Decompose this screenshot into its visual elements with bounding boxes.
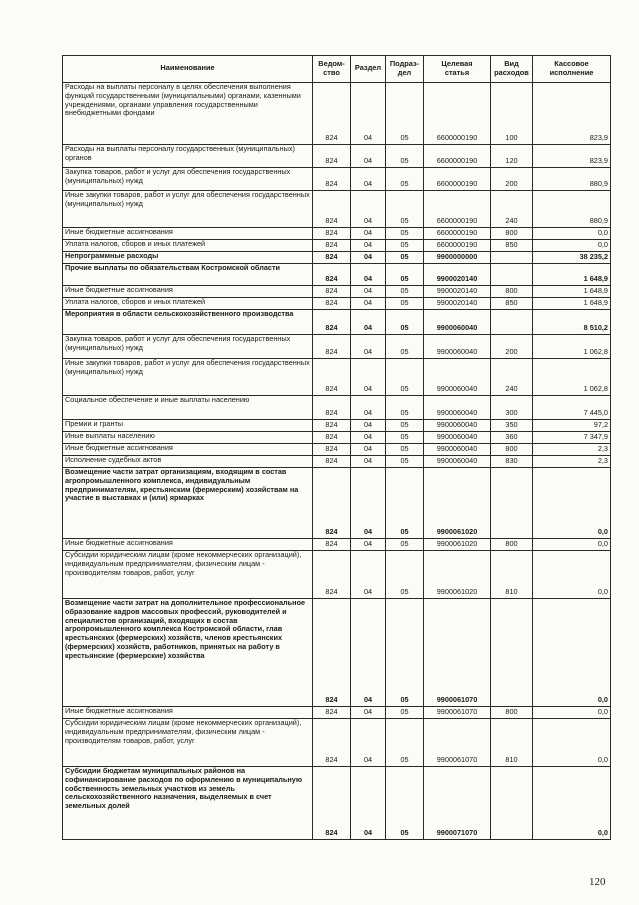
row-department: 824 <box>313 191 351 228</box>
row-target-article: 9900020140 <box>424 264 491 286</box>
row-name: Возмещение части затрат на дополнительное профессиональное образование кадров массовых профессий, руководителей и специалистов организаций, входящих в состав агропромышленного комплекса Костромской области, глав крестьянских (фермерских) хозяйств, членов крестьянских (фермерских) хозяйств, работников, принятых на работу в крестьянские (фермерские) хозяйства <box>63 599 313 707</box>
row-subsection: 05 <box>386 707 424 719</box>
row-subsection: 05 <box>386 767 424 840</box>
header-section: Раздел <box>351 56 386 83</box>
row-target-article: 9900061070 <box>424 707 491 719</box>
row-subsection: 05 <box>386 286 424 298</box>
row-section: 04 <box>351 191 386 228</box>
row-department: 824 <box>313 298 351 310</box>
row-department: 824 <box>313 456 351 468</box>
row-department: 824 <box>313 767 351 840</box>
row-section: 04 <box>351 83 386 145</box>
table-row <box>63 145 611 168</box>
row-name: Социальное обеспечение и иные выплаты населению <box>63 396 313 420</box>
row-subsection: 05 <box>386 240 424 252</box>
row-department: 824 <box>313 551 351 599</box>
row-target-article: 9900000000 <box>424 252 491 264</box>
row-target-article: 9900061020 <box>424 539 491 551</box>
row-subsection: 05 <box>386 420 424 432</box>
row-subsection: 05 <box>386 444 424 456</box>
row-department: 824 <box>313 444 351 456</box>
row-amount: 1 062,8 <box>533 335 611 359</box>
row-department: 824 <box>313 396 351 420</box>
row-name: Иные закупки товаров, работ и услуг для обеспечения государственных (муниципальных) нужд <box>63 191 313 228</box>
row-department: 824 <box>313 468 351 539</box>
table-row <box>63 444 611 456</box>
row-subsection: 05 <box>386 252 424 264</box>
row-subsection: 05 <box>386 539 424 551</box>
row-name: Закупка товаров, работ и услуг для обеспечения государственных (муниципальных) нужд <box>63 335 313 359</box>
row-expense-type: 240 <box>491 359 533 396</box>
row-amount: 0,0 <box>533 228 611 240</box>
row-section: 04 <box>351 767 386 840</box>
row-name: Иные бюджетные ассигнования <box>63 707 313 719</box>
row-department: 824 <box>313 286 351 298</box>
row-name: Субсидии юридическим лицам (кроме некоммерческих организаций), индивидуальным предпринимателям, физическим лицам - производителям товаров, работ, услуг <box>63 719 313 767</box>
table-row <box>63 264 611 286</box>
table-row <box>63 707 611 719</box>
row-subsection: 05 <box>386 264 424 286</box>
row-department: 824 <box>313 432 351 444</box>
row-name: Расходы на выплаты персоналу в целях обеспечения выполнения функций государственными (муниципальными) органами, казенными учреждениями, органами управления государственными внебюджетными фондами <box>63 83 313 145</box>
table-row <box>63 252 611 264</box>
row-department: 824 <box>313 168 351 191</box>
row-subsection: 05 <box>386 191 424 228</box>
header-target-article: Целевая статья <box>424 56 491 83</box>
row-expense-type: 360 <box>491 432 533 444</box>
row-target-article: 9900060040 <box>424 420 491 432</box>
table-row <box>63 359 611 396</box>
row-name: Субсидии юридическим лицам (кроме некоммерческих организаций), индивидуальным предпринимателям, физическим лицам - производителям товаров, работ, услуг <box>63 551 313 599</box>
row-section: 04 <box>351 286 386 298</box>
table-row <box>63 240 611 252</box>
row-expense-type <box>491 767 533 840</box>
row-section: 04 <box>351 145 386 168</box>
row-expense-type: 100 <box>491 83 533 145</box>
row-department: 824 <box>313 539 351 551</box>
table-row <box>63 298 611 310</box>
row-target-article: 9900061070 <box>424 599 491 707</box>
table-row <box>63 468 611 539</box>
row-target-article: 9900060040 <box>424 310 491 335</box>
row-name: Иные бюджетные ассигнования <box>63 444 313 456</box>
row-department: 824 <box>313 264 351 286</box>
row-target-article: 9900060040 <box>424 432 491 444</box>
row-target-article: 9900060040 <box>424 335 491 359</box>
row-department: 824 <box>313 240 351 252</box>
table-row <box>63 539 611 551</box>
row-section: 04 <box>351 359 386 396</box>
row-subsection: 05 <box>386 599 424 707</box>
row-amount: 97,2 <box>533 420 611 432</box>
row-expense-type: 800 <box>491 228 533 240</box>
row-amount: 0,0 <box>533 468 611 539</box>
row-expense-type: 810 <box>491 719 533 767</box>
row-amount: 2,3 <box>533 456 611 468</box>
table-row <box>63 168 611 191</box>
row-target-article: 9900060040 <box>424 396 491 420</box>
row-expense-type: 200 <box>491 335 533 359</box>
row-amount: 0,0 <box>533 551 611 599</box>
row-section: 04 <box>351 539 386 551</box>
row-name: Иные бюджетные ассигнования <box>63 539 313 551</box>
budget-table <box>62 55 611 840</box>
row-target-article: 6600000190 <box>424 168 491 191</box>
row-expense-type: 830 <box>491 456 533 468</box>
row-amount: 7 445,0 <box>533 396 611 420</box>
row-amount: 0,0 <box>533 599 611 707</box>
row-target-article: 9900061020 <box>424 551 491 599</box>
row-section: 04 <box>351 719 386 767</box>
row-section: 04 <box>351 456 386 468</box>
row-name: Иные бюджетные ассигнования <box>63 286 313 298</box>
row-expense-type: 240 <box>491 191 533 228</box>
row-department: 824 <box>313 420 351 432</box>
row-section: 04 <box>351 335 386 359</box>
table-row <box>63 719 611 767</box>
row-name: Закупка товаров, работ и услуг для обеспечения государственных (муниципальных) нужд <box>63 168 313 191</box>
row-expense-type: 350 <box>491 420 533 432</box>
row-amount: 7 347,9 <box>533 432 611 444</box>
row-amount: 880,9 <box>533 168 611 191</box>
row-section: 04 <box>351 310 386 335</box>
row-amount: 8 510,2 <box>533 310 611 335</box>
table-row <box>63 83 611 145</box>
row-subsection: 05 <box>386 396 424 420</box>
row-target-article: 9900071070 <box>424 767 491 840</box>
row-expense-type: 800 <box>491 539 533 551</box>
row-name: Расходы на выплаты персоналу государственных (муниципальных) органов <box>63 145 313 168</box>
row-amount: 823,9 <box>533 83 611 145</box>
row-target-article: 9900060040 <box>424 444 491 456</box>
row-amount: 880,9 <box>533 191 611 228</box>
table-row <box>63 396 611 420</box>
row-amount: 0,0 <box>533 719 611 767</box>
row-subsection: 05 <box>386 468 424 539</box>
row-amount: 38 235,2 <box>533 252 611 264</box>
row-subsection: 05 <box>386 145 424 168</box>
row-expense-type: 800 <box>491 707 533 719</box>
header-cash-execution: Кассовое исполнение <box>533 56 611 83</box>
row-amount: 0,0 <box>533 539 611 551</box>
row-name: Субсидии бюджетам муниципальных районов на софинансирование расходов по оформлению в муниципальную собственность земельных участков из земель сельскохозяйственного назначения, выделяемых в счет земельных долей <box>63 767 313 840</box>
row-expense-type: 120 <box>491 145 533 168</box>
row-department: 824 <box>313 310 351 335</box>
row-expense-type: 200 <box>491 168 533 191</box>
row-name: Уплата налогов, сборов и иных платежей <box>63 240 313 252</box>
row-name: Непрограммные расходы <box>63 252 313 264</box>
row-name: Иные бюджетные ассигнования <box>63 228 313 240</box>
row-name: Премии и гранты <box>63 420 313 432</box>
row-section: 04 <box>351 228 386 240</box>
row-name: Иные закупки товаров, работ и услуг для обеспечения государственных (муниципальных) нужд <box>63 359 313 396</box>
row-target-article: 6600000190 <box>424 240 491 252</box>
table-row <box>63 228 611 240</box>
row-target-article: 6600000190 <box>424 228 491 240</box>
row-subsection: 05 <box>386 335 424 359</box>
table-row <box>63 767 611 840</box>
row-subsection: 05 <box>386 359 424 396</box>
row-subsection: 05 <box>386 432 424 444</box>
row-department: 824 <box>313 359 351 396</box>
table-row <box>63 310 611 335</box>
row-section: 04 <box>351 396 386 420</box>
table-body <box>63 83 611 840</box>
row-department: 824 <box>313 145 351 168</box>
row-amount: 0,0 <box>533 240 611 252</box>
row-target-article: 9900060040 <box>424 359 491 396</box>
row-section: 04 <box>351 420 386 432</box>
row-department: 824 <box>313 719 351 767</box>
row-section: 04 <box>351 264 386 286</box>
row-amount: 823,9 <box>533 145 611 168</box>
table-row <box>63 599 611 707</box>
row-expense-type: 800 <box>491 286 533 298</box>
header-department: Ведом- ство <box>313 56 351 83</box>
row-expense-type <box>491 252 533 264</box>
row-department: 824 <box>313 252 351 264</box>
row-name: Мероприятия в области сельскохозяйственного производства <box>63 310 313 335</box>
table-row <box>63 335 611 359</box>
table-row <box>63 191 611 228</box>
header-name: Наименование <box>63 56 313 83</box>
row-amount: 0,0 <box>533 767 611 840</box>
row-department: 824 <box>313 228 351 240</box>
row-expense-type: 300 <box>491 396 533 420</box>
row-expense-type: 850 <box>491 240 533 252</box>
row-subsection: 05 <box>386 719 424 767</box>
row-department: 824 <box>313 83 351 145</box>
header-subsection: Подраз- дел <box>386 56 424 83</box>
row-name: Уплата налогов, сборов и иных платежей <box>63 298 313 310</box>
row-section: 04 <box>351 298 386 310</box>
row-target-article: 9900061020 <box>424 468 491 539</box>
table-row <box>63 456 611 468</box>
row-amount: 1 648,9 <box>533 286 611 298</box>
page-number: 120 <box>589 876 606 888</box>
table-row <box>63 432 611 444</box>
row-amount: 1 648,9 <box>533 298 611 310</box>
row-section: 04 <box>351 168 386 191</box>
row-section: 04 <box>351 468 386 539</box>
row-amount: 1 062,8 <box>533 359 611 396</box>
row-target-article: 6600000190 <box>424 145 491 168</box>
row-name: Исполнение судебных актов <box>63 456 313 468</box>
header-expense-type: Вид расходов <box>491 56 533 83</box>
row-name: Возмещение части затрат организациям, входящим в состав агропромышленного комплекса, индивидуальным предпринимателям, крестьянским (фермерским) хозяйствам на участие в выставках и (или) ярмарках <box>63 468 313 539</box>
row-subsection: 05 <box>386 456 424 468</box>
row-section: 04 <box>351 432 386 444</box>
table-header-row <box>63 56 611 83</box>
row-expense-type: 850 <box>491 298 533 310</box>
row-section: 04 <box>351 444 386 456</box>
row-section: 04 <box>351 707 386 719</box>
row-section: 04 <box>351 599 386 707</box>
row-target-article: 6600000190 <box>424 83 491 145</box>
row-expense-type <box>491 310 533 335</box>
table-row <box>63 420 611 432</box>
row-subsection: 05 <box>386 551 424 599</box>
row-amount: 0,0 <box>533 707 611 719</box>
row-target-article: 9900020140 <box>424 286 491 298</box>
row-amount: 1 648,9 <box>533 264 611 286</box>
row-target-article: 9900061070 <box>424 719 491 767</box>
row-expense-type <box>491 599 533 707</box>
row-expense-type: 800 <box>491 444 533 456</box>
row-subsection: 05 <box>386 83 424 145</box>
row-target-article: 6600000190 <box>424 191 491 228</box>
row-target-article: 9900060040 <box>424 456 491 468</box>
row-section: 04 <box>351 252 386 264</box>
row-name: Иные выплаты населению <box>63 432 313 444</box>
row-name: Прочие выплаты по обязательствам Костромской области <box>63 264 313 286</box>
row-expense-type: 810 <box>491 551 533 599</box>
table-row <box>63 551 611 599</box>
row-amount: 2,3 <box>533 444 611 456</box>
row-subsection: 05 <box>386 168 424 191</box>
row-section: 04 <box>351 551 386 599</box>
row-department: 824 <box>313 599 351 707</box>
row-department: 824 <box>313 707 351 719</box>
row-subsection: 05 <box>386 228 424 240</box>
table-row <box>63 286 611 298</box>
row-department: 824 <box>313 335 351 359</box>
row-target-article: 9900020140 <box>424 298 491 310</box>
row-section: 04 <box>351 240 386 252</box>
row-expense-type <box>491 468 533 539</box>
row-expense-type <box>491 264 533 286</box>
row-subsection: 05 <box>386 298 424 310</box>
row-subsection: 05 <box>386 310 424 335</box>
